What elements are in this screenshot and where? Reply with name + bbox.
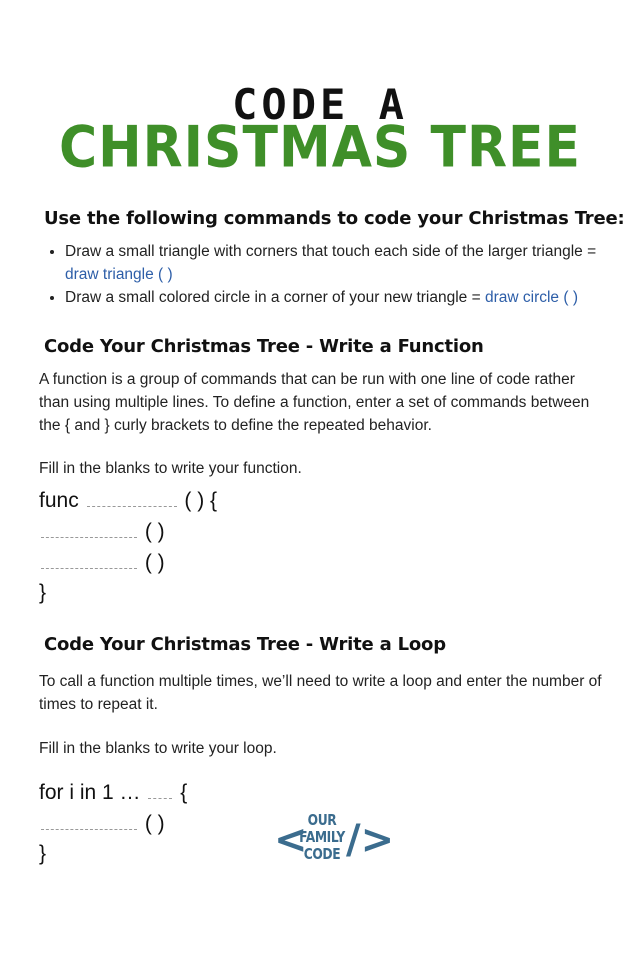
loop-body-line bbox=[39, 811, 165, 836]
function-body-line bbox=[39, 550, 165, 575]
func-keyword: func bbox=[39, 489, 79, 512]
function-body-line bbox=[39, 519, 165, 544]
function-instruction: Fill in the blanks to write your function. bbox=[39, 460, 302, 477]
function-close-brace: } bbox=[39, 581, 47, 604]
command-item bbox=[65, 240, 625, 286]
command-blank[interactable] bbox=[41, 550, 137, 569]
call-parens: ( ) bbox=[144, 551, 165, 574]
loop-instruction: Fill in the blanks to write your loop. bbox=[39, 740, 277, 757]
function-signature-line bbox=[39, 488, 217, 513]
loop-header-line bbox=[39, 780, 187, 805]
func-signature-end: ( ) { bbox=[184, 489, 218, 512]
command-code: draw triangle ( ) bbox=[65, 266, 173, 283]
function-call-blank[interactable] bbox=[41, 811, 137, 830]
call-parens: ( ) bbox=[144, 520, 165, 543]
function-heading: Code Your Christmas Tree - Write a Function bbox=[44, 336, 484, 357]
commands-list bbox=[48, 240, 625, 309]
logo-line: CODE bbox=[303, 845, 341, 863]
command-code: draw circle ( ) bbox=[484, 289, 578, 306]
commands-heading: Use the following commands to code your Christmas Tree: bbox=[44, 208, 625, 229]
our-family-code-logo bbox=[274, 811, 395, 872]
loop-keyword: for i in 1 … bbox=[39, 781, 141, 804]
loop-count-blank[interactable] bbox=[148, 780, 172, 799]
loop-description: To call a function multiple times, we’ll need to write a loop and enter the number of times to repeat it. bbox=[39, 673, 602, 713]
logo-right-bracket: /> bbox=[346, 817, 395, 863]
logo-line: OUR bbox=[307, 811, 337, 829]
command-text: Draw a small triangle with corners that touch each side of the larger triangle = bbox=[65, 243, 597, 260]
function-name-blank[interactable] bbox=[87, 488, 177, 507]
logo-text bbox=[297, 812, 346, 863]
command-text: Draw a small colored circle in a corner of your new triangle = bbox=[65, 289, 485, 306]
logo-left-bracket: < bbox=[274, 817, 308, 863]
command-blank[interactable] bbox=[41, 519, 137, 538]
loop-heading: Code Your Christmas Tree - Write a Loop bbox=[44, 634, 446, 655]
logo-line: FAMILY bbox=[299, 828, 345, 846]
command-item bbox=[65, 286, 625, 309]
call-parens: ( ) bbox=[144, 812, 165, 835]
title-line-2: CHRISTMAS TREE bbox=[58, 115, 582, 181]
loop-close-brace: } bbox=[39, 842, 47, 865]
title-line-1: CODE A bbox=[232, 80, 408, 129]
function-description: A function is a group of commands that can be run with one line of code rather than using multiple lines. To define a function, enter a set of commands between the { and } curly brackets to define the repeated behavior. bbox=[39, 371, 590, 434]
loop-open-brace: { bbox=[180, 781, 188, 804]
